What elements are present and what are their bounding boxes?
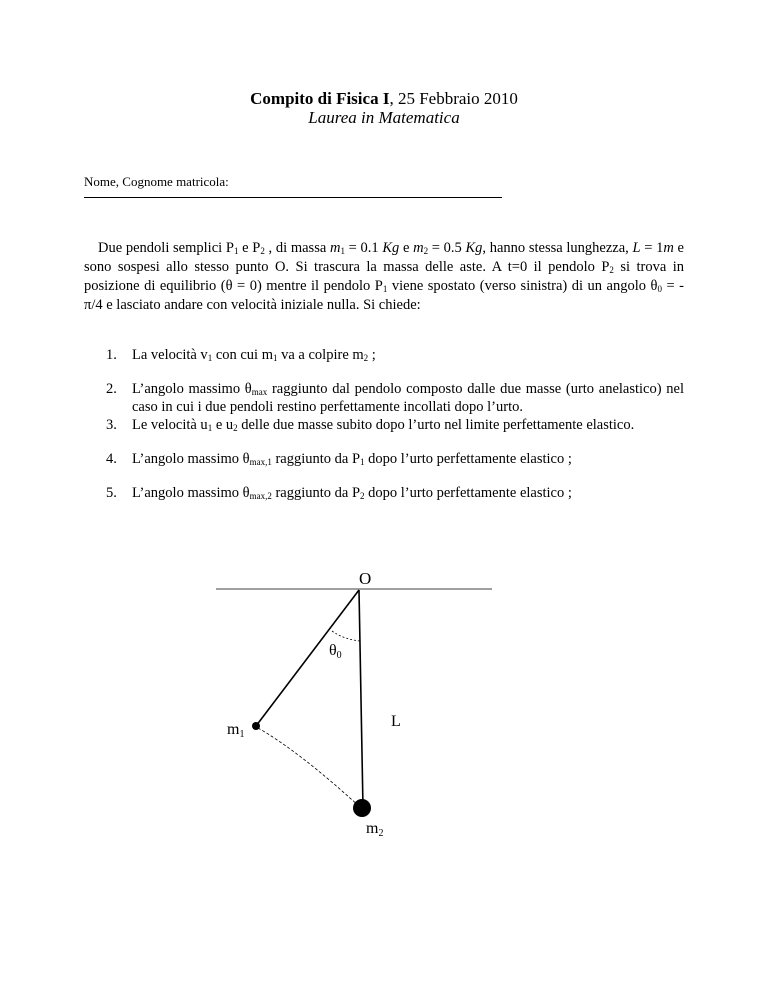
length-label: L — [391, 713, 401, 730]
question-item: 1. La velocità $v_1$ con cui $m_1$ va a colpire $m_2$ ; — [106, 347, 376, 363]
swing-path — [258, 728, 361, 808]
title-bold: Compito di Fisica I — [250, 89, 390, 108]
mass-2-label: m2 — [366, 820, 384, 839]
problem-statement: Due pendoli semplici $P_1$ e $P_2$ , di massa $m_1 = 0.1$ Kg e $m_2 = 0.5$ Kg, hanno stessa lunghezza, L = 1m e sono sospesi allo stesso punto O. Si trascura la massa delle aste. A t=0 il pendolo $P_2$ si trova in posizione di equilibrio (θ = 0) mentre il pendolo $P_1$ viene spostato (verso sinistra) di un angolo $\theta_0$ = - π/4 e lasciato andare con velocità iniziale nulla. Si chiede: — [84, 240, 685, 313]
rod-2 — [359, 590, 363, 808]
question-item: 2. L’angolo massimo $\theta_{max}$ raggiunto dal pendolo composto dalle due masse (urto anelastico) nel caso in cui i due pendoli restino perfettamente incollati dopo l’urto. — [106, 381, 684, 415]
mass-1-label: m1 — [227, 721, 245, 740]
pivot-label: O — [359, 569, 372, 588]
angle-label: θ0 — [329, 642, 342, 661]
rod-1 — [256, 590, 359, 726]
page-subtitle: Laurea in Matematica — [308, 108, 460, 127]
angle-arc — [332, 631, 361, 641]
mass-1 — [252, 722, 260, 730]
question-item: 3. Le velocità $u_1$ e $u_2$ delle due masse subito dopo l’urto nel limite perfettamente elastico. — [106, 417, 635, 433]
question-item: 5. L’angolo massimo $\theta_{max,2}$ raggiunto da $P_2$ dopo l’urto perfettamente elastico ; — [106, 485, 572, 501]
question-item: 4. L’angolo massimo $\theta_{max,1}$ raggiunto da $P_1$ dopo l’urto perfettamente elastico ; — [106, 451, 572, 467]
mass-2 — [353, 799, 371, 817]
title-date: , 25 Febbraio 2010 — [389, 89, 518, 108]
name-field-label: Nome, Cognome matricola: — [84, 174, 229, 189]
